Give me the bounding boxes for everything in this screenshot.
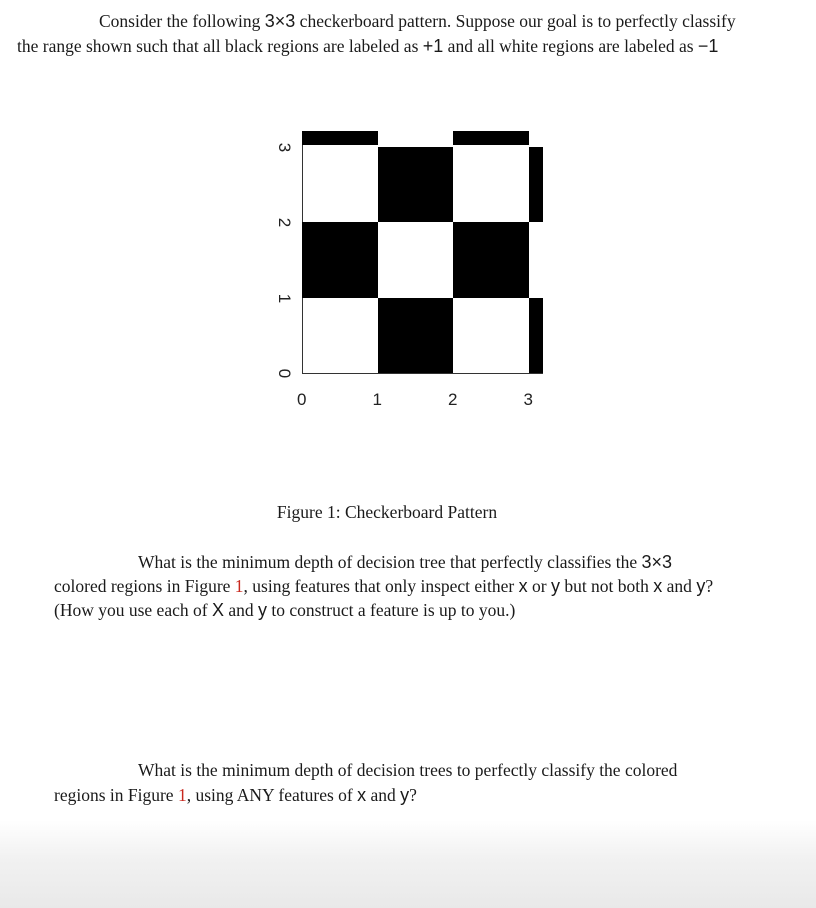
black-cell (453, 131, 529, 145)
x-tick-label: 1 (372, 390, 382, 409)
q1-line-1 (138, 553, 672, 572)
black-cell (453, 222, 529, 298)
math-plus-one: +1 (422, 36, 444, 56)
x-tick-label: 0 (297, 390, 307, 409)
math-3x3: 3×3 (264, 11, 296, 31)
figure-ref-link[interactable]: 1 (234, 576, 244, 596)
x-tick-label: 2 (448, 390, 458, 409)
black-cell (378, 147, 454, 223)
q1-text: and (228, 600, 254, 620)
q1-text: colored regions in Figure (54, 576, 231, 596)
math-x: x (518, 576, 528, 596)
q1-text: but not both (564, 576, 649, 596)
y-tick-label: 1 (275, 293, 295, 303)
y-tick-label: 2 (275, 217, 295, 228)
math-3x3: 3×3 (641, 552, 673, 572)
q1-text: to construct a feature is up to you.) (271, 600, 516, 620)
math-y: y (550, 576, 560, 596)
figure-ref-link[interactable]: 1 (177, 785, 187, 805)
q1-text: What is the minimum depth of decision tree that perfectly classifies the (138, 552, 638, 572)
q2-text: What is the minimum depth of decision trees to perfectly classify the colored (138, 760, 678, 780)
intro-text: checkerboard pattern. Suppose our goal is to perfectly classify (299, 11, 736, 31)
q1-text: and (666, 576, 692, 596)
q1-text: , using features that only inspect either (243, 576, 515, 596)
math-x: x (653, 576, 663, 596)
q1-line-2 (54, 577, 713, 596)
y-tick-label: 0 (275, 368, 295, 379)
math-y: y (257, 600, 267, 620)
black-cell (302, 222, 378, 298)
math-x: x (357, 785, 367, 805)
math-y: y (696, 576, 706, 596)
black-cell (529, 298, 544, 374)
q1-text: (How you use each of (54, 600, 208, 620)
math-y: y (400, 785, 410, 805)
x-axis-line (302, 373, 543, 374)
y-tick-label: 3 (275, 142, 295, 152)
q1-text: ? (705, 576, 714, 596)
intro-text: Consider the following (99, 11, 261, 31)
q1-text: or (531, 576, 547, 596)
q2-line-2 (54, 786, 417, 805)
intro-text: and all white regions are labeled as (447, 36, 694, 56)
intro-text: the range shown such that all black regions are labeled as (17, 36, 419, 56)
math-minus-one: −1 (697, 36, 719, 56)
q2-text: and (370, 785, 396, 805)
q2-line-1 (138, 762, 677, 780)
black-cell (302, 131, 378, 145)
math-x: X (211, 600, 224, 620)
q1-line-3 (54, 601, 515, 620)
x-tick-label: 3 (523, 390, 533, 409)
q2-text: ? (409, 785, 417, 805)
black-cell (378, 298, 454, 374)
black-cell (529, 147, 544, 223)
q2-text: , using ANY features of (186, 785, 353, 805)
q2-text: regions in Figure (54, 785, 174, 805)
figure-caption: Figure 1: Checkerboard Pattern (276, 502, 498, 522)
